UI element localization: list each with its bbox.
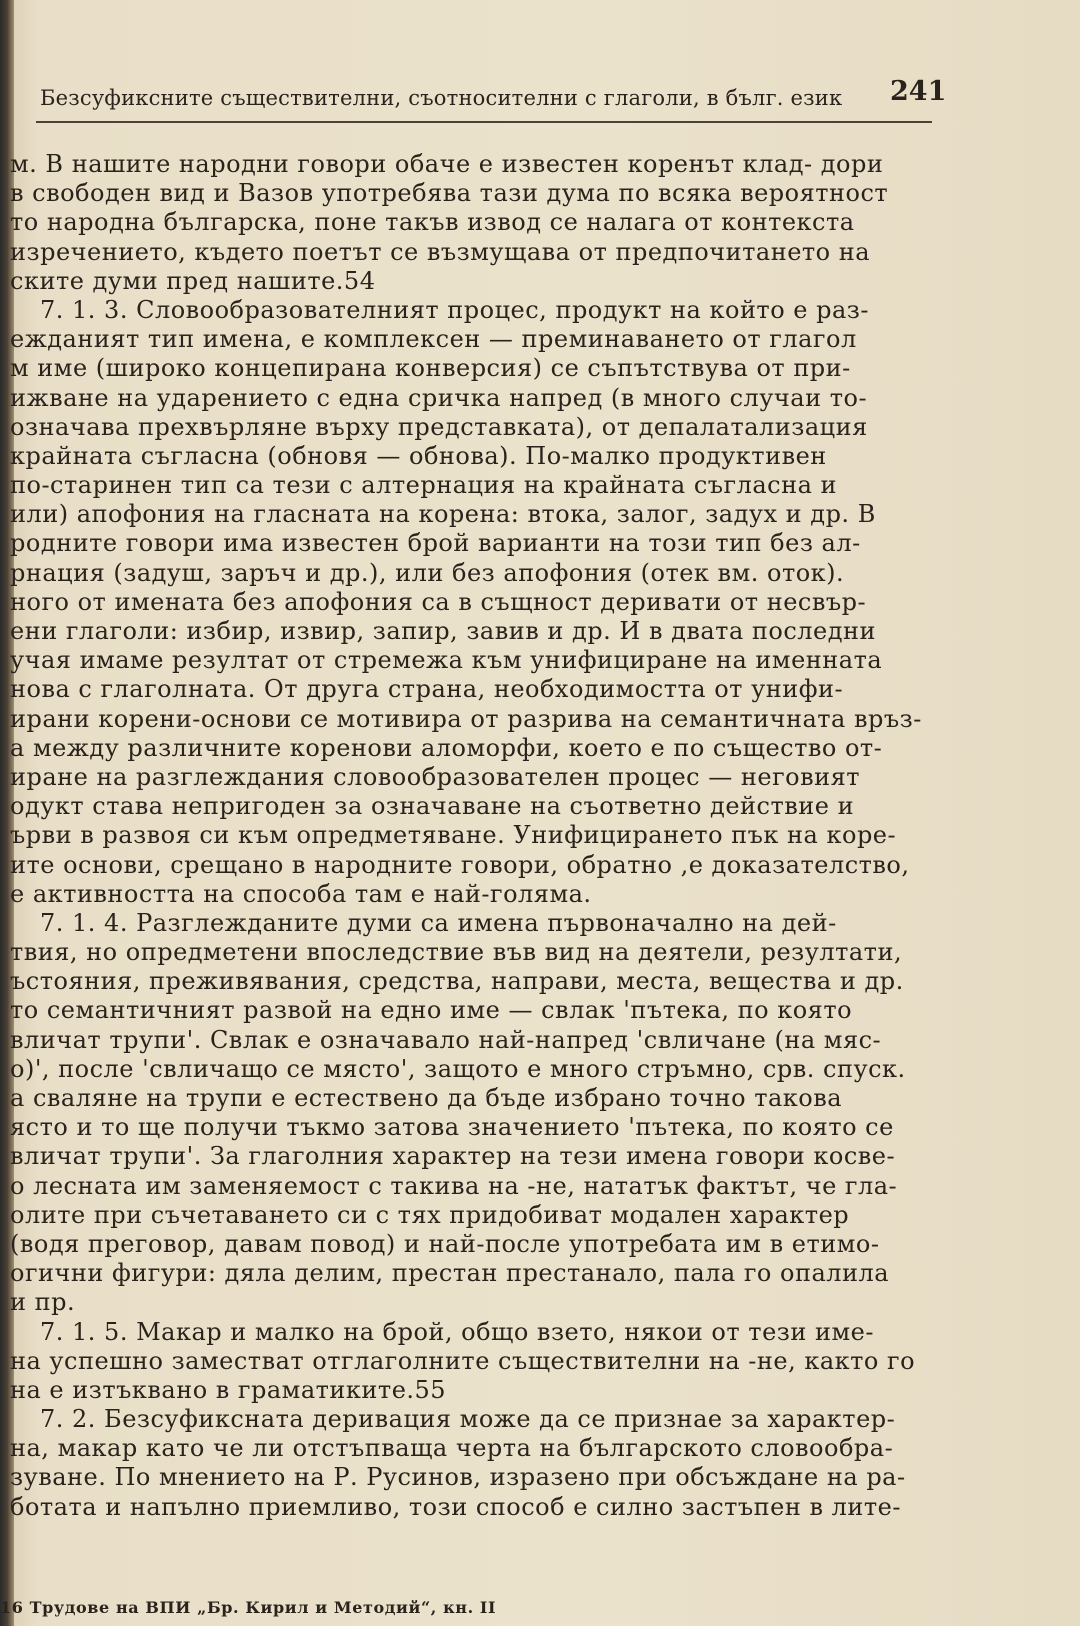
text-line: о)', после 'свличащо се място', защото е много стръмно, срв. спуск. bbox=[10, 1054, 906, 1083]
running-header bbox=[36, 72, 947, 120]
text-line: изречението, където поетът се възмущава от предпочитането на bbox=[10, 237, 871, 266]
text-line: ени глаголи: избир, извир, запир, завив и др. И в двата последни bbox=[10, 617, 876, 645]
text-line: м. В нашите народни говори обаче е известен коренът клад- дори bbox=[10, 150, 884, 178]
text-line: рнация (задуш, заръч и др.), или без апофония (отек вм. оток). bbox=[10, 558, 845, 587]
page-footer: 16 Трудове на ВПИ „Бр. Кирил и Методий“, кн. II bbox=[0, 1598, 497, 1617]
paragraph-start-line: 7. 1. 4. Разглежданите думи са имена първоначално на дей- bbox=[40, 908, 837, 937]
text-line: зуване. По мнението на Р. Русинов, изразено при обсъждане на ра- bbox=[10, 1463, 906, 1492]
text-line: е активността на способа там е най-голяма. bbox=[10, 879, 592, 908]
text-line: ботата и напълно приемливо, този способ е силно застъпен в лите- bbox=[10, 1492, 901, 1521]
text-line: ърви в развоя си към опредметяване. Унифицирането пък на коре- bbox=[10, 821, 897, 850]
text-line: еждaният тип имена, е комплексен — преминаването от глагол bbox=[10, 325, 857, 354]
running-header-title: Безсуфиксните съществителни, съотносителни с глаголи, в бълг. език bbox=[40, 86, 843, 110]
text-line: олите при съчетаването си с тях придобиват модален характер bbox=[10, 1200, 850, 1229]
text-line: на, макар като че ли отстъпваща черта на българското словообра- bbox=[10, 1434, 894, 1463]
body-text bbox=[10, 150, 960, 1522]
text-line: иране на разглеждания словообразователен процес — неговият bbox=[10, 762, 861, 791]
text-line: крайната съгласна (обновя — обнова). По-малко продуктивен bbox=[10, 441, 827, 470]
text-line: ските думи пред нашите.54 bbox=[10, 266, 376, 295]
text-line: родните говори има известен брой варианти на този тип без ал- bbox=[10, 529, 861, 558]
text-line: и пр. bbox=[10, 1288, 76, 1317]
text-line: учая имаме резултат от стремежа към унифициране на именната bbox=[10, 646, 883, 675]
text-line: ъстояния, преживявания, средства, направи, места, вещества и др. bbox=[10, 967, 904, 996]
text-line: (водя преговор, давам повод) и най-после употребата им в етимо- bbox=[10, 1229, 880, 1258]
text-line: одукт става непригоден за означаване на съответно действие и bbox=[10, 792, 855, 821]
text-line: или) апофония на гласната на корена: втока, залог, задух и др. В bbox=[10, 500, 876, 529]
text-line: нова с глаголната. От друга страна, необходимостта от унифи- bbox=[10, 675, 844, 704]
text-line: по-старинен тип са тези с алтернация на крайната съгласна и bbox=[10, 471, 838, 500]
text-line: ижване на ударението с една сричка напред (в много случаи то- bbox=[10, 383, 868, 412]
text-line: а между различните коренови аломорфи, което е по същество от- bbox=[10, 733, 883, 762]
text-line: твия, но опредметени впоследствие във вид на деятели, резултати, bbox=[10, 938, 903, 967]
text-line: то семантичният развой на едно име — свлак 'пътека, по която bbox=[10, 996, 853, 1025]
text-line: на е изтъквано в граматиките.55 bbox=[10, 1375, 447, 1404]
text-line: м име (широко концепирана конверсия) се съпътствува от при- bbox=[10, 354, 851, 383]
text-line: на успешно заместват отглаголните съществителни на -не, както го bbox=[10, 1346, 916, 1375]
paragraph-start-line: 7. 2. Безсуфиксната деривация може да се признае за характер- bbox=[40, 1405, 896, 1434]
text-line: о лесната им заменяемост с такива на -не, нататък фактът, че гла- bbox=[10, 1171, 898, 1200]
paragraph-start-line: 7. 1. 5. Макар и малко на брой, общо взето, някои от тези име- bbox=[40, 1317, 874, 1346]
page-number: 241 bbox=[890, 76, 947, 107]
paragraph-start-line: 7. 1. 3. Словообразователният процес, продукт на който е раз- bbox=[40, 295, 869, 324]
text-line: вличат трупи'. За глаголния характер на тези имена говори косве- bbox=[10, 1142, 896, 1171]
text-line: вличат трупи'. Свлак е означавало най-напред 'свличане (на мяс- bbox=[10, 1025, 882, 1054]
text-line: то народна българска, поне такъв извод се налага от контекста bbox=[10, 208, 855, 237]
text-line: ите основи, срещано в народните говори, обратно ,е доказателство, bbox=[10, 850, 910, 879]
text-line: огични фигури: дяла делим, престан престанало, пала го опалила bbox=[10, 1259, 890, 1288]
text-line: означава прехвърляне върху представката), от депалатализация bbox=[10, 412, 868, 441]
text-line: в свободен вид и Вазов употребява тази дума по всяка вероятност bbox=[10, 179, 889, 208]
header-rule bbox=[36, 121, 932, 123]
text-line: ирани корени-основи се мотивира от разрива на семантичната връз- bbox=[10, 704, 922, 733]
text-line: ного от имената без апофония са в същност деривати от несвър- bbox=[10, 587, 867, 616]
text-line: ясто и то ще получи тъкмо затова значението 'пътека, по която се bbox=[10, 1113, 894, 1142]
text-line: а сваляне на трупи е естествено да бъде избрано точно такова bbox=[10, 1084, 843, 1112]
